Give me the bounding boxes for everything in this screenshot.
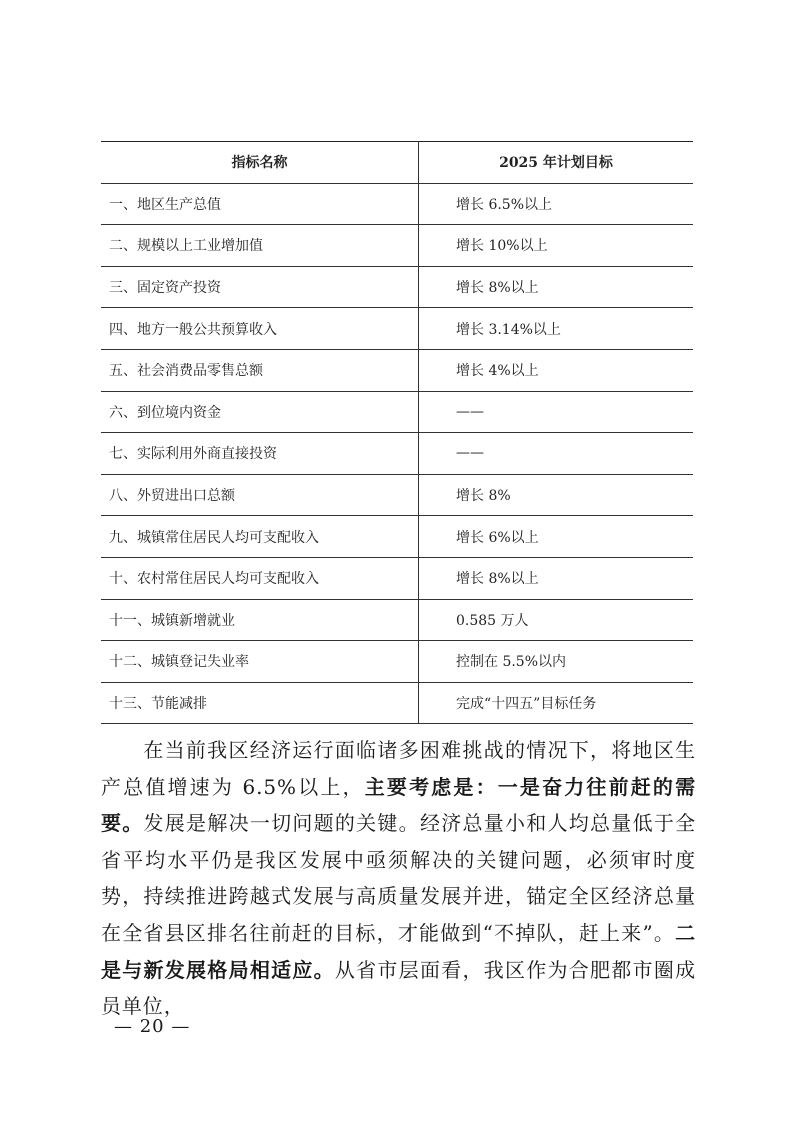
indicator-name: 六、到位境内资金 bbox=[101, 391, 419, 433]
page-number: — 20 — bbox=[114, 1016, 191, 1037]
targets-table bbox=[101, 141, 693, 724]
indicator-target: 增长 6%以上 bbox=[419, 516, 694, 558]
indicator-name: 五、社会消费品零售总额 bbox=[101, 349, 419, 391]
header-indicator-name: 指标名称 bbox=[101, 142, 419, 184]
indicator-name: 十二、城镇登记失业率 bbox=[101, 641, 419, 683]
indicator-target: 增长 6.5%以上 bbox=[419, 183, 694, 225]
indicator-target: 控制在 5.5%以内 bbox=[419, 641, 694, 683]
indicator-target: 增长 4%以上 bbox=[419, 349, 694, 391]
indicator-target: 完成“十四五”目标任务 bbox=[419, 682, 694, 724]
table-row bbox=[101, 557, 693, 599]
table-row bbox=[101, 349, 693, 391]
indicator-target: 0.585 万人 bbox=[419, 599, 694, 641]
table-row bbox=[101, 682, 693, 724]
indicator-target: 增长 8%以上 bbox=[419, 557, 694, 599]
indicator-target: 增长 8%以上 bbox=[419, 266, 694, 308]
indicator-name: 九、城镇常住居民人均可支配收入 bbox=[101, 516, 419, 558]
indicator-name: 三、固定资产投资 bbox=[101, 266, 419, 308]
header-plan-target: 2025 年计划目标 bbox=[419, 142, 694, 184]
indicator-name: 十、农村常住居民人均可支配收入 bbox=[101, 557, 419, 599]
paragraph-emphasis: 二是与新发展格局相适应。 bbox=[101, 920, 696, 982]
indicator-name: 七、实际利用外商直接投资 bbox=[101, 433, 419, 475]
indicator-name: 四、地方一般公共预算收入 bbox=[101, 308, 419, 350]
indicator-target: 增长 3.14%以上 bbox=[419, 308, 694, 350]
indicator-name: 一、地区生产总值 bbox=[101, 183, 419, 225]
table-row bbox=[101, 433, 693, 475]
indicator-name: 十一、城镇新增就业 bbox=[101, 599, 419, 641]
table-row bbox=[101, 266, 693, 308]
indicator-name: 二、规模以上工业增加值 bbox=[101, 225, 419, 267]
table-header-row bbox=[101, 142, 693, 184]
table-row bbox=[101, 516, 693, 558]
indicator-target: —— bbox=[419, 433, 694, 475]
table-row bbox=[101, 599, 693, 641]
indicator-name: 八、外贸进出口总额 bbox=[101, 474, 419, 516]
table-row bbox=[101, 641, 693, 683]
indicator-target: 增长 8% bbox=[419, 474, 694, 516]
paragraph-text: 从省市层面看，我区作为合肥都市圈成员单位， bbox=[101, 957, 696, 1019]
indicator-name: 十三、节能减排 bbox=[101, 682, 419, 724]
indicator-target: —— bbox=[419, 391, 694, 433]
table-row bbox=[101, 391, 693, 433]
indicator-target: 增长 10%以上 bbox=[419, 225, 694, 267]
paragraph-emphasis: 主要考虑是：一是奋力往前赶的需要。 bbox=[101, 774, 696, 836]
table-row bbox=[101, 308, 693, 350]
table-row bbox=[101, 183, 693, 225]
body-paragraph bbox=[101, 732, 696, 1025]
table-row bbox=[101, 225, 693, 267]
table-row bbox=[101, 474, 693, 516]
paragraph-text: 在当前我区经济运行面临诸多困难挑战的情况下，将地区生产总值增速为 6.5%以上， bbox=[101, 738, 696, 799]
paragraph-text: 发展是解决一切问题的关键。经济总量小和人均总量低于全省平均水平仍是我区发展中亟须解决的关键问题，必须审时度势，持续推进跨越式发展与高质量发展并进，锚定全区经济总量在全省县区排名往前赶的目标，才能做到“不掉队，赶上来”。 bbox=[101, 811, 696, 945]
